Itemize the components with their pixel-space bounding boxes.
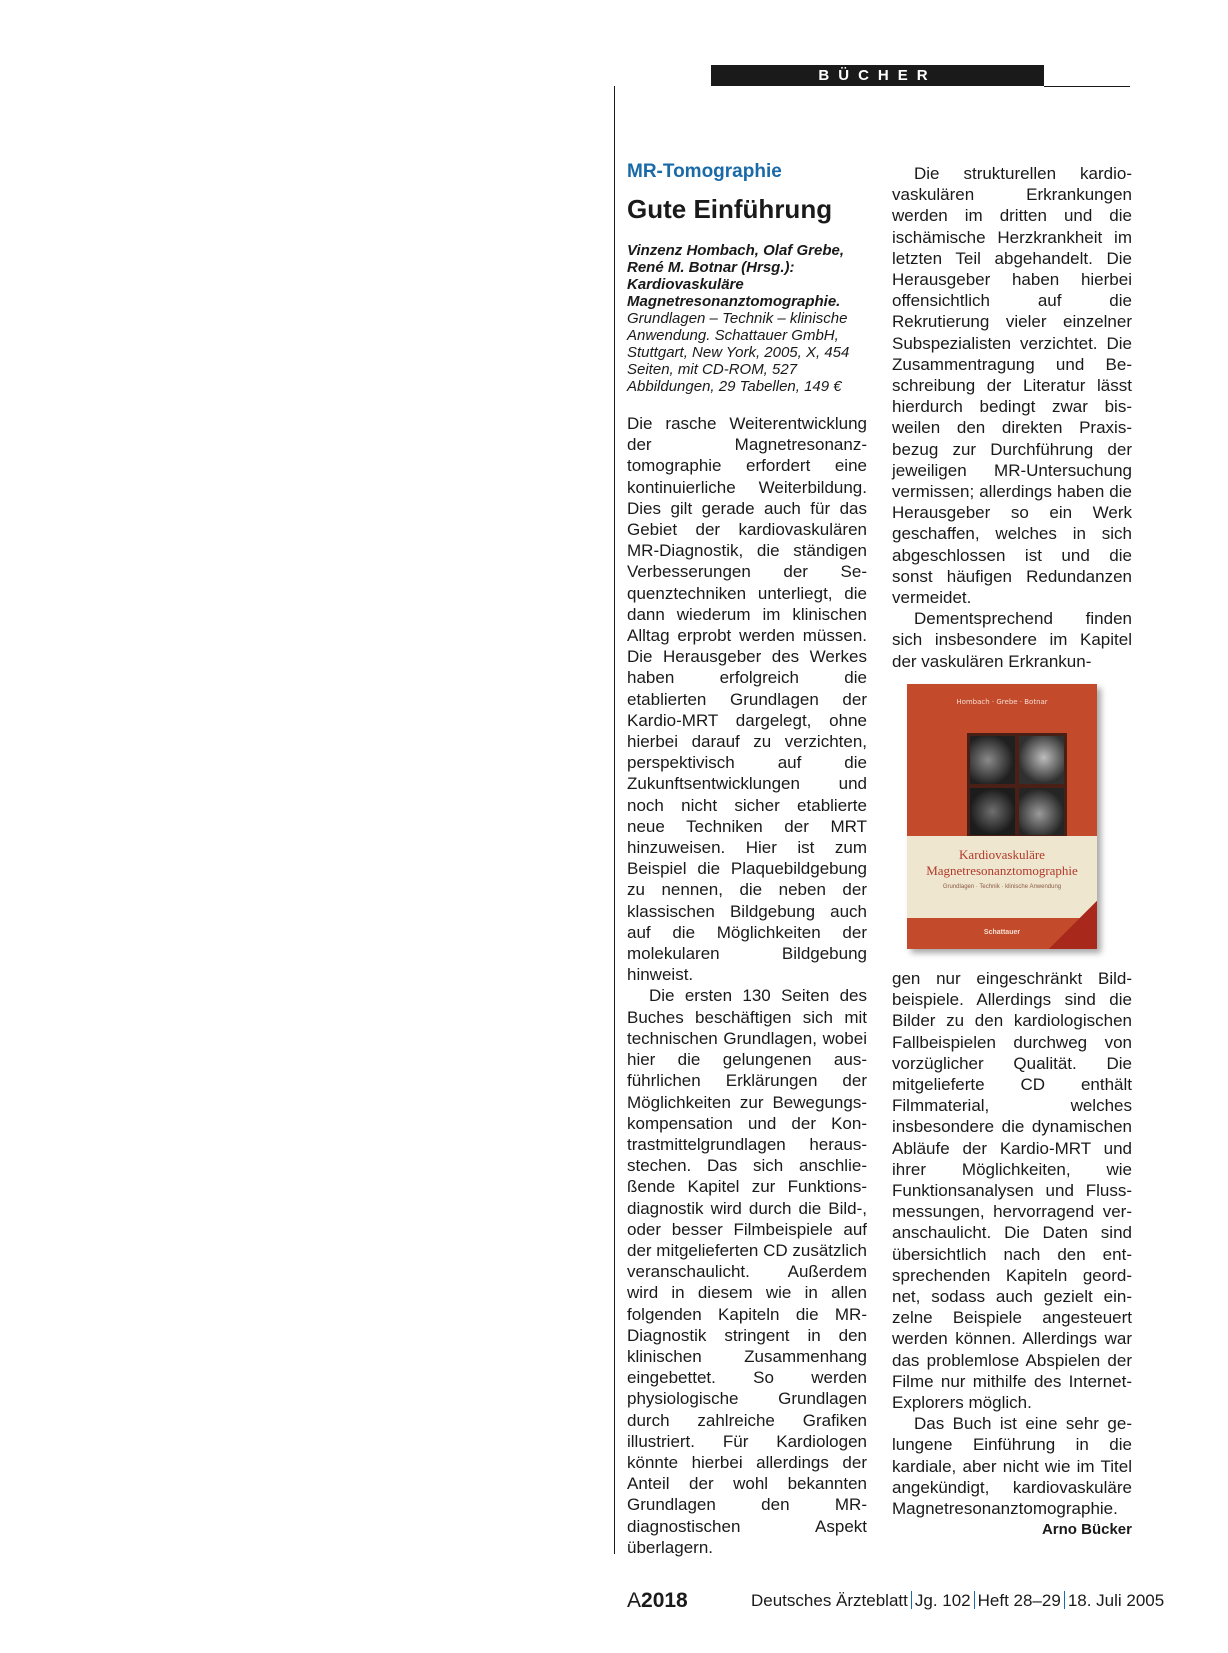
paragraph-2: Die ersten 130 Seiten des Buches beschäftigen sich mit technischen Grundlagen, wobei hier die gelungenen ausführlichen Erklärungen der Möglichkeiten zur Bewegungskompensation und der Kontrastmittelgrundlagen herausstechen. Das sich anschließende Kapitel zur Funktionsdiagnostik wird durch die Bild-, oder besser Filmbeispiele auf der mitgelieferten CD zusätzlich veranschaulicht. Außerdem wird in diesem wie in allen folgenden Kapiteln die MR-Diagnostik stringent in den klinischen Zusammenhang eingebettet. So werden physiologische Grundlagen durch zahlreiche Grafiken illustriert. Für Kardiologen könnte hierbei allerdings der Anteil der wohl bekannten Grundlagen den MR-diagnostischen Aspekt überlagern.: [627, 986, 867, 1557]
separator: [1064, 1591, 1065, 1609]
header-rule: [1044, 86, 1130, 87]
right-column-bottom: [892, 968, 1132, 1540]
paragraph-3: Die strukturellen kardiovaskulären Erkrankungen werden im dritten und die ischämische Herzkrankheit im letzten Teil abgehandelt. Die Herausgeber haben hierbei offensichtlich auf die Rekrutierung vieler einzelner Subspezialisten verzichtet. Die Zusammentragung und Beschreibung der Literatur lässt hierdurch bedingt zwar bisweilen den direkten Praxisbezug zur Durchführung der jeweiligen MR-Untersuchung vermissen; allerdings haben die Herausgeber so ein Werk geschaffen, welches in sich abgeschlossen ist und die sonst häufigen Redundanzen vermeidet.: [892, 164, 1132, 608]
bibliographic-info: [627, 242, 867, 395]
cover-title-line1: Kardiovaskuläre: [959, 847, 1045, 862]
biblio-details: Grundlagen – Technik – klinische Anwendung. Schattauer GmbH, Stuttgart, New York, 2005, X, 454 Seiten, mit CD-ROM, 527 Abbildungen, 29 Tabellen, 149 €: [627, 310, 850, 395]
journal-issue: Heft 28–29: [977, 1591, 1061, 1610]
mri-image: [970, 736, 1015, 784]
biblio-authors-title: Vinzenz Hombach, Olaf Grebe, René M. Botnar (Hrsg.): Kardiovaskuläre Magnetresonanztomographie.: [627, 242, 844, 310]
cover-title-line2: Magnetresonanztomographie: [926, 863, 1078, 878]
separator: [911, 1591, 912, 1609]
cover-corner-ribbon: [1049, 901, 1097, 949]
book-cover-image: [907, 684, 1097, 949]
mri-image: [970, 788, 1015, 836]
page-prefix: A: [627, 1589, 642, 1612]
cover-publisher: Schattauer: [983, 929, 1021, 936]
cover-authors: Hombach · Grebe · Botnar: [956, 698, 1048, 706]
mri-image: [1019, 736, 1064, 784]
separator: [974, 1591, 975, 1609]
page-number-value: 2018: [641, 1589, 688, 1612]
journal-volume: Jg. 102: [914, 1591, 971, 1610]
page-number: [627, 1590, 688, 1612]
paragraph-5-text: Das Buch ist eine sehr gelungene Einführung in die kardiale, aber nicht wie im Titel angekündigt, kardiovaskuläre Magnetresonanztomographie.: [892, 1414, 1132, 1519]
article-title: Gute Einführung: [627, 194, 833, 224]
review-author: Arno Bücker: [1041, 1521, 1132, 1539]
cover-subtitle: Grundlagen · Technik · klinische Anwendung: [942, 884, 1062, 890]
right-column-top: [892, 163, 1132, 672]
journal-name: Deutsches Ärzteblatt: [751, 1591, 908, 1610]
column-divider: [614, 86, 615, 1554]
section-header: BÜCHER: [711, 65, 1044, 86]
mri-image: [1019, 788, 1064, 836]
cover-mri-images: [967, 733, 1067, 838]
cover-title: [907, 847, 1097, 879]
article-kicker: MR-Tomographie: [627, 161, 782, 182]
left-column: [627, 160, 867, 1558]
paragraph-4b: gen nur eingeschränkt Bildbeispiele. Allerdings sind die Bilder zu den kardiologischen Fallbeispielen durchweg von vorzüglicher Qualität. Die mitgelieferte CD enthält Filmmaterial, welches insbesondere die dynamischen Abläufe der Kardio-MRT und ihrer Möglichkeiten, wie Funktionsanalysen und Flussmessungen, hervorragend veranschaulicht. Die Daten sind übersichtlich nach den entsprechenden Kapiteln geordnet, sodass auch gezielt einzelne Beispiele angesteuert werden können. Allerdings war das problemlose Abspielen der Filme nur mithilfe des Internet-Explorers möglich.: [892, 969, 1132, 1413]
paragraph-4a: Dementsprechend finden sich insbesondere im Kapitel der vaskulären Erkrankun-: [892, 609, 1132, 671]
paragraph-1: Die rasche Weiterentwicklung der Magnetresonanztomographie erfordert eine kontinuierliche Weiterbildung. Dies gilt gerade auch für das Gebiet der kardiovaskulären MR-Diagnostik, die ständigen Verbesserungen der Sequenztechniken unterliegt, die dann wiederum im klinischen Alltag erprobt werden müssen. Die Herausgeber des Werkes haben erfolgreich die etablierten Grundlagen der Kardio-MRT dargelegt, ohne hierbei darauf zu verzichten, perspektivisch auf die Zukunftsentwicklungen und noch nicht sicher etablierte neue Techniken der MRT hinzuweisen. Hier ist zum Beispiel die Plaquebildgebung zu nennen, die neben der klassischen Bildgebung auch auf die Möglichkeiten der molekularen Bildgebung hinweist.: [627, 414, 867, 985]
journal-date: 18. Juli 2005: [1067, 1591, 1165, 1610]
paragraph-5: [892, 1413, 1132, 1539]
journal-info: [751, 1590, 1164, 1612]
